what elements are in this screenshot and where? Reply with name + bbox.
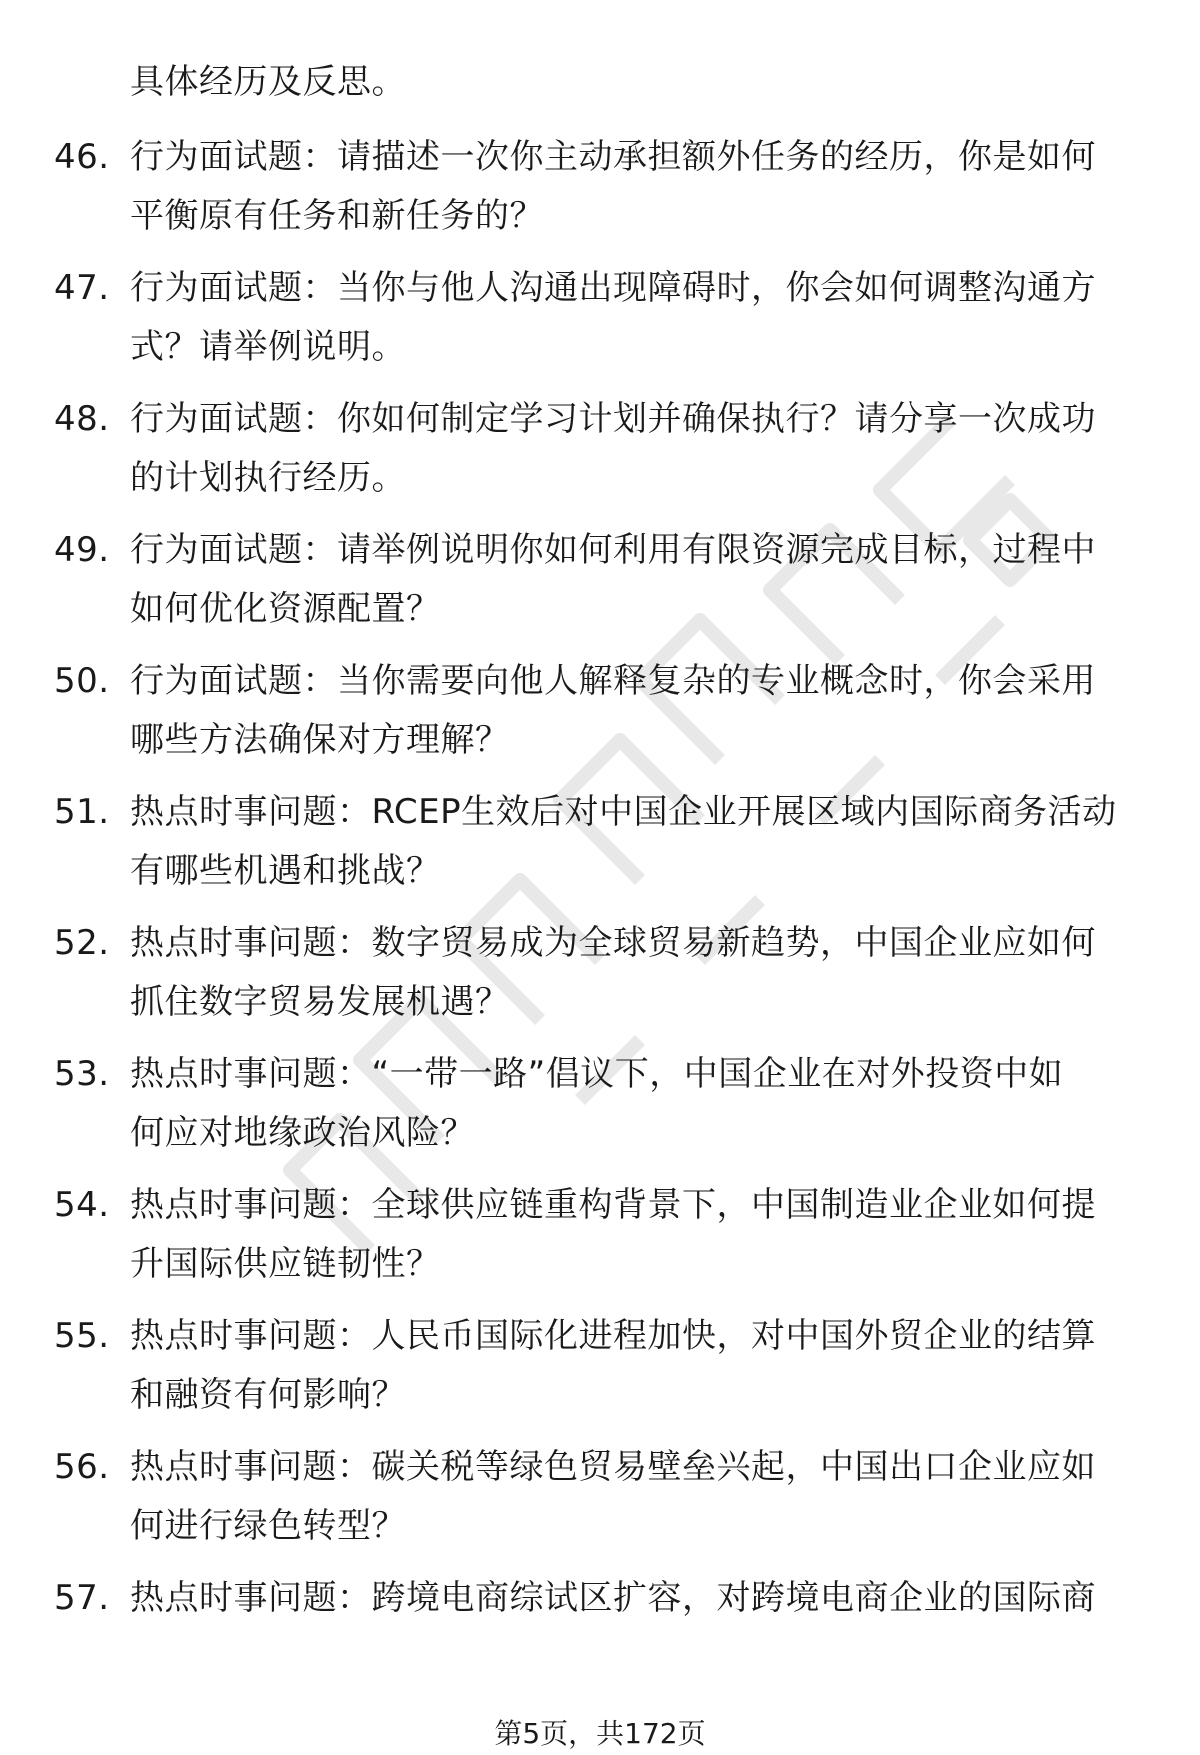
item-line: 如何优化资源配置？ <box>130 589 441 629</box>
item-text <box>130 390 1145 508</box>
item-line: 的计划执行经历。 <box>130 458 406 498</box>
item-line: 行为面试题：当你与他人沟通出现障碍时，你会如何调整沟通方 <box>130 268 1096 308</box>
item-line: 行为面试题：你如何制定学习计划并确保执行？请分享一次成功 <box>130 399 1096 439</box>
list-item <box>0 783 1200 914</box>
item-text <box>130 914 1145 1032</box>
item-text <box>130 1307 1145 1425</box>
list-item <box>0 914 1200 1045</box>
item-number: 50. <box>54 661 110 701</box>
list-item <box>0 390 1200 521</box>
list-item <box>0 259 1200 390</box>
item-number: 51. <box>54 792 110 832</box>
item-text <box>130 1176 1145 1294</box>
item-line: 热点时事问题：碳关税等绿色贸易壁垒兴起，中国出口企业应如 <box>130 1447 1096 1487</box>
item-line: 热点时事问题：RCEP生效后对中国企业开展区域内国际商务活动 <box>130 792 1117 832</box>
item-number: 55. <box>54 1316 110 1356</box>
item-line: 热点时事问题：数字贸易成为全球贸易新趋势，中国企业应如何 <box>130 923 1096 963</box>
item-number: 48. <box>54 399 110 439</box>
item-text <box>130 521 1145 639</box>
item-number: 46. <box>54 137 110 177</box>
item-text <box>130 652 1145 770</box>
item-line: 式？请举例说明。 <box>130 327 406 367</box>
page-footer: 第5页，共172页 <box>494 1717 706 1750</box>
list-item <box>0 652 1200 783</box>
item-text <box>130 1438 1145 1556</box>
item-line: 行为面试题：请描述一次你主动承担额外任务的经历，你是如何 <box>130 137 1096 177</box>
item-line: 热点时事问题：人民币国际化进程加快，对中国外贸企业的结算 <box>130 1316 1096 1356</box>
item-line: 热点时事问题：跨境电商综试区扩容，对跨境电商企业的国际商 <box>130 1578 1096 1618</box>
item-text <box>130 1569 1145 1628</box>
item-text <box>130 128 1145 246</box>
list-item <box>0 1045 1200 1176</box>
item-line: 升国际供应链韧性？ <box>130 1244 441 1284</box>
item-number: 47. <box>54 268 110 308</box>
item-number: 54. <box>54 1185 110 1225</box>
list-item <box>0 128 1200 259</box>
item-number: 56. <box>54 1447 110 1487</box>
list-item <box>0 1438 1200 1569</box>
list-item <box>0 521 1200 652</box>
item-number: 57. <box>54 1578 110 1618</box>
item-line: 和融资有何影响？ <box>130 1375 406 1415</box>
continuation-text: 具体经历及反思。 <box>130 62 406 102</box>
list-item <box>0 1569 1200 1700</box>
item-line: 哪些方法确保对方理解？ <box>130 720 510 760</box>
item-line: 热点时事问题：全球供应链重构背景下，中国制造业企业如何提 <box>130 1185 1096 1225</box>
item-line: 平衡原有任务和新任务的？ <box>130 196 544 236</box>
item-line: 何应对地缘政治风险？ <box>130 1113 475 1153</box>
item-text <box>130 259 1145 377</box>
item-text <box>130 1045 1145 1163</box>
item-number: 49. <box>54 530 110 570</box>
item-line: 热点时事问题：“一带一路”倡议下，中国企业在对外投资中如 <box>130 1054 1064 1094</box>
item-number: 53. <box>54 1054 110 1094</box>
item-text <box>130 783 1145 901</box>
question-list <box>0 128 1200 1700</box>
item-line: 抓住数字贸易发展机遇？ <box>130 982 510 1022</box>
item-number: 52. <box>54 923 110 963</box>
item-line: 行为面试题：当你需要向他人解释复杂的专业概念时，你会采用 <box>130 661 1096 701</box>
item-line: 何进行绿色转型？ <box>130 1506 406 1546</box>
item-line: 有哪些机遇和挑战？ <box>130 851 441 891</box>
list-item <box>0 1307 1200 1438</box>
list-item <box>0 1176 1200 1307</box>
item-line: 行为面试题：请举例说明你如何利用有限资源完成目标，过程中 <box>130 530 1096 570</box>
